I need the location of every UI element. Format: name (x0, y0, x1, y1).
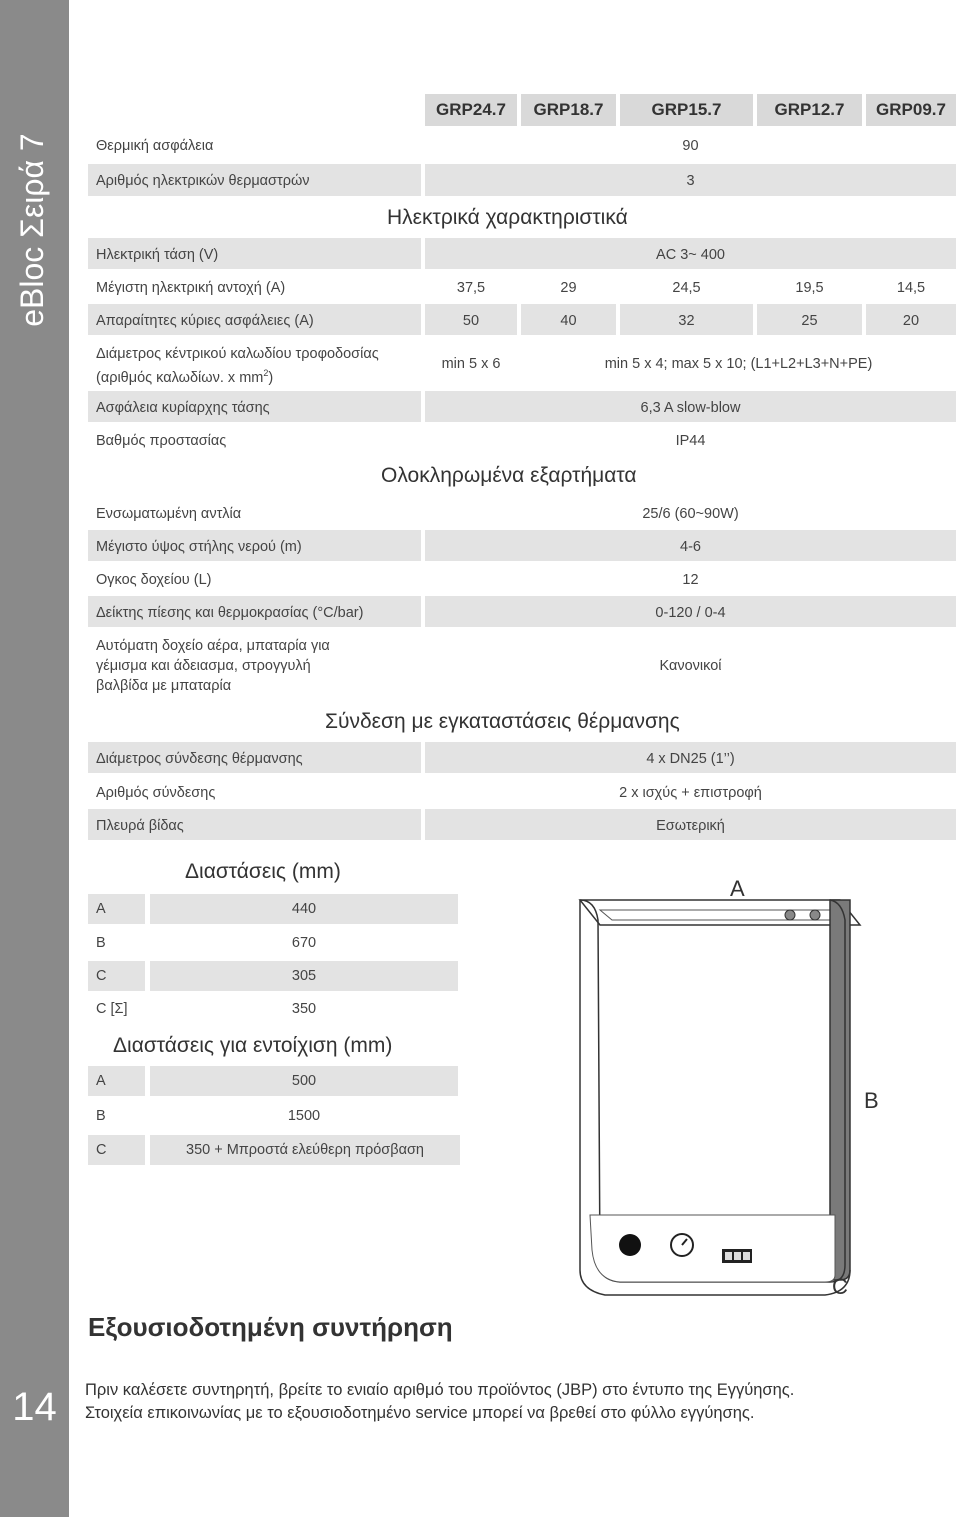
resistance-grp18: 29 (560, 280, 577, 296)
dimension-value-b: 670 (291, 935, 317, 951)
switch (725, 1252, 732, 1260)
dimension-key-c-sigma: C [Σ] (96, 1001, 128, 1017)
service-text-line2: Στοιχεία επικοινωνίας με το εξουσιοδοτημένο service μπορεί να βρεθεί στο φύλλο εγγύησης. (85, 1404, 755, 1422)
fuse-grp18: 40 (560, 313, 577, 329)
model-header-2: GRP18.7 (521, 94, 616, 126)
pipe-connector (785, 910, 795, 920)
row-value-heating-diameter: 4 x DN25 (1’’) (646, 751, 735, 767)
row-value-heaters: 3 (686, 173, 695, 189)
row-value-protection: IP44 (675, 433, 706, 449)
installation-title: Διαστάσεις για εντοίχιση (mm) (113, 1034, 393, 1057)
row-label-gauge: Δείκτης πίεσης και θερμοκρασίας (°C/bar) (96, 605, 364, 621)
resistance-grp15: 24,5 (672, 280, 701, 296)
switch (743, 1252, 750, 1260)
dimension-value-c: 305 (291, 968, 317, 984)
diagram-label-b: B (864, 1088, 879, 1113)
fuse-grp12: 25 (801, 313, 818, 329)
fuse-grp24: 50 (462, 313, 480, 329)
row-value-valves: Κανονικοί (659, 658, 722, 674)
pipe-connector (810, 910, 820, 920)
row-label-thread: Πλευρά βίδας (96, 818, 184, 834)
section-title-components: Ολοκληρωμένα εξαρτήματα (381, 464, 637, 487)
resistance-grp24: 37,5 (456, 280, 486, 296)
row-label-cable-line1: Διάμετρος κέντρικού καλωδίου τροφοδοσίας (96, 346, 379, 362)
row-label-thermal-fuse: Θερμική ασφάλεια (96, 138, 214, 154)
installation-value-c: 350 + Μπροστά ελεύθερη πρόσβαση (186, 1142, 424, 1158)
installation-value-a: 500 (291, 1073, 317, 1089)
row-label-cable-line2 (96, 364, 273, 387)
diagram-label-a: A (730, 876, 745, 901)
boiler-top-inner (600, 910, 842, 920)
row-label-valves-3: βαλβίδα με μπαταρία (96, 678, 232, 694)
row-value-water-head: 4-6 (680, 539, 701, 555)
row-label-heating-diameter: Διάμετρος σύνδεσης θέρμανσης (96, 751, 303, 767)
dimension-key-c: C (96, 968, 107, 984)
installation-key-b: B (96, 1108, 106, 1124)
row-value-tank: 12 (682, 572, 699, 588)
dimension-value-c-sigma: 350 (291, 1001, 317, 1017)
row-label-pump: Ενσωματωμένη αντλία (96, 506, 242, 522)
row-label-valves-2: γέμισμα και άδειασμα, στρογγυλή (96, 658, 311, 674)
row-value-connection-number: 2 x ισχύς + επιστροφή (619, 785, 762, 801)
boiler-diagram (560, 870, 900, 1310)
cable-label-text: (αριθμός καλωδίων. x mm (96, 369, 264, 386)
installation-value-b: 1500 (287, 1108, 321, 1124)
row-label-heaters: Αριθμός ηλεκτρικών θερμαστρών (96, 173, 310, 189)
cable-label-end: ) (268, 369, 274, 386)
fuse-grp15: 32 (678, 313, 695, 329)
section-title-heating: Σύνδεση με εγκαταστάσεις θέρμανσης (325, 710, 680, 733)
row-value-main-fuse: 6,3 A slow-blow (640, 400, 741, 416)
row-label-tank: Ογκος δοχείου (L) (96, 572, 212, 588)
resistance-grp12: 19,5 (795, 280, 824, 296)
row-value-thread: Εσωτερική (656, 818, 725, 834)
row-value-voltage: AC 3~ 400 (656, 247, 725, 263)
dimensions-title: Διαστάσεις (mm) (185, 860, 341, 883)
row-label-connection-number: Αριθμός σύνδεσης (96, 785, 216, 801)
installation-key-c: C (96, 1142, 107, 1158)
row-label-fuses: Απαραίτητες κύριες ασφάλειες (A) (96, 313, 314, 329)
row-value-gauge: 0-120 / 0-4 (655, 605, 726, 621)
page-number: 14 (12, 1385, 57, 1429)
row-label-main-fuse: Ασφάλεια κυρίαρχης τάσης (96, 400, 270, 416)
row-label-protection: Βαθμός προστασίας (96, 433, 227, 449)
model-header-4: GRP12.7 (757, 94, 862, 126)
service-text-line1: Πριν καλέσετε συντηρητή, βρείτε το ενιαίο αριθμό του προϊόντος (JBP) στο έντυπο της Εγγύησης. (85, 1381, 795, 1399)
cable-value-others: min 5 x 4; max 5 x 10; (L1+L2+L3+N+PE) (604, 356, 873, 372)
series-title: eBloc Σειρά 7 (14, 133, 50, 327)
row-label-water-head: Μέγιστο ύψος στήλης νερού (m) (96, 539, 302, 555)
dimension-key-a: A (96, 901, 106, 917)
section-title-electrical: Ηλεκτρικά χαρακτηριστικά (387, 206, 628, 229)
fuse-grp09: 20 (902, 313, 920, 329)
row-value-thermal-fuse: 90 (682, 138, 699, 154)
resistance-grp09: 14,5 (896, 280, 926, 296)
cable-label-sup: 2 (263, 368, 269, 378)
cable-value-grp24: min 5 x 6 (441, 356, 501, 372)
power-knob (619, 1234, 641, 1256)
row-label-voltage: Ηλεκτρική τάση (V) (96, 247, 219, 263)
dimension-key-b: B (96, 935, 106, 951)
row-value-pump: 25/6 (60~90W) (642, 506, 739, 522)
dimension-value-a: 440 (291, 901, 317, 917)
switch (734, 1252, 741, 1260)
service-title: Εξουσιοδοτημένη συντήρηση (88, 1312, 453, 1342)
sidebar (0, 0, 69, 1517)
model-header-3: GRP15.7 (620, 94, 753, 126)
model-header-5: GRP09.7 (866, 94, 956, 126)
model-header-1: GRP24.7 (425, 94, 517, 126)
row-label-valves-1: Αυτόματη δοχείο αέρα, μπαταρία για (96, 638, 330, 654)
row-label-max-resistance: Μέγιστη ηλεκτρική αντοχή (A) (96, 280, 286, 296)
diagram-label-c: C (832, 1274, 848, 1299)
installation-key-a: A (96, 1073, 106, 1089)
